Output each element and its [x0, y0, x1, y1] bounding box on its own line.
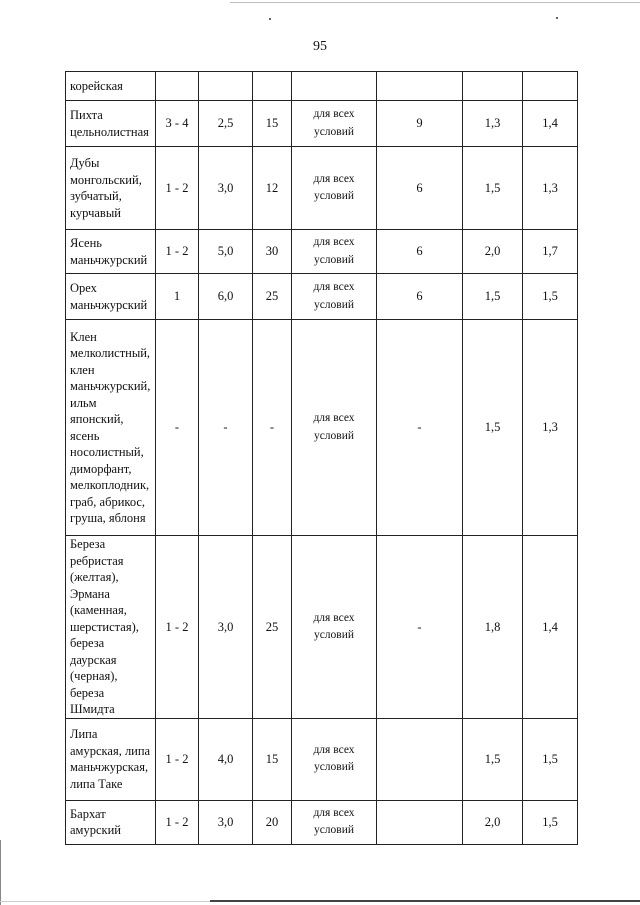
cell-col1: 1 - 2	[156, 536, 199, 719]
cell-col2: 2,5	[199, 101, 253, 147]
cell-col1: 1 - 2	[156, 230, 199, 274]
table-row	[66, 147, 578, 230]
cell-conditions: для всех условий	[292, 536, 377, 719]
cell-col6: 1,8	[463, 536, 523, 719]
cell-col7: 1,4	[523, 536, 578, 719]
cell-col6	[463, 72, 523, 101]
cell-col6: 1,5	[463, 718, 523, 800]
cell-conditions: для всех условий	[292, 718, 377, 800]
cell-col2: 3,0	[199, 147, 253, 230]
cell-col2: 4,0	[199, 718, 253, 800]
table-row	[66, 536, 578, 719]
scan-edge-left	[0, 840, 1, 905]
cell-col6: 1,5	[463, 274, 523, 320]
page-number: 95	[313, 39, 327, 54]
species-cell: Береза ребристая (желтая), Эрмана (каменная, шерстистая), береза даурская (черная), береза Шмидта	[66, 536, 156, 719]
cell-col5: 6	[377, 230, 463, 274]
cell-col3: 25	[253, 536, 292, 719]
scan-speck	[556, 17, 558, 19]
species-cell: Липа амурская, липа маньчжурская, липа Таке	[66, 718, 156, 800]
cell-conditions: для всех условий	[292, 274, 377, 320]
cell-col2: -	[199, 320, 253, 536]
species-cell: корейская	[66, 72, 156, 101]
species-cell: Пихта цельнолистная	[66, 101, 156, 147]
cell-col3: -	[253, 320, 292, 536]
cell-col1: 1 - 2	[156, 718, 199, 800]
cell-col5	[377, 800, 463, 844]
species-cell: Клен мелколистный, клен маньчжурский, ильм японский, ясень носолистный, диморфант, мелкоплодник, граб, абрикос, груша, яблоня	[66, 320, 156, 536]
cell-col7: 1,5	[523, 800, 578, 844]
cell-conditions: для всех условий	[292, 320, 377, 536]
cell-conditions	[292, 72, 377, 101]
cell-col7: 1,4	[523, 101, 578, 147]
cell-col6: 1,3	[463, 101, 523, 147]
cell-col7	[523, 72, 578, 101]
cell-conditions: для всех условий	[292, 800, 377, 844]
cell-col1: -	[156, 320, 199, 536]
cell-col5: 6	[377, 147, 463, 230]
cell-conditions: для всех условий	[292, 230, 377, 274]
species-cell: Ясень маньчжурский	[66, 230, 156, 274]
cell-col3: 15	[253, 718, 292, 800]
cell-col7: 1,3	[523, 320, 578, 536]
cell-col1	[156, 72, 199, 101]
cell-col1: 1 - 2	[156, 147, 199, 230]
cell-col5: -	[377, 320, 463, 536]
table-row	[66, 800, 578, 844]
cell-conditions: для всех условий	[292, 147, 377, 230]
cell-conditions: для всех условий	[292, 101, 377, 147]
cell-col3	[253, 72, 292, 101]
table-row	[66, 718, 578, 800]
cell-col2: 6,0	[199, 274, 253, 320]
cell-col5: -	[377, 536, 463, 719]
species-cell: Бархат амурский	[66, 800, 156, 844]
table-row	[66, 320, 578, 536]
cell-col3: 30	[253, 230, 292, 274]
cell-col5: 6	[377, 274, 463, 320]
cell-col3: 20	[253, 800, 292, 844]
cell-col6: 1,5	[463, 320, 523, 536]
scan-speck	[269, 18, 271, 20]
cell-col3: 15	[253, 101, 292, 147]
cell-col2: 3,0	[199, 536, 253, 719]
cell-col7: 1,3	[523, 147, 578, 230]
cell-col7: 1,5	[523, 718, 578, 800]
cell-col1: 3 - 4	[156, 101, 199, 147]
table-row	[66, 72, 578, 101]
cell-col7: 1,7	[523, 230, 578, 274]
table-row	[66, 230, 578, 274]
cell-col6: 2,0	[463, 230, 523, 274]
cell-col2: 3,0	[199, 800, 253, 844]
cell-col2: 5,0	[199, 230, 253, 274]
species-cell: Дубы монгольский, зубчатый, курчавый	[66, 147, 156, 230]
cell-col7: 1,5	[523, 274, 578, 320]
cell-col2	[199, 72, 253, 101]
species-cell: Орех маньчжурский	[66, 274, 156, 320]
cell-col1: 1	[156, 274, 199, 320]
cell-col6: 1,5	[463, 147, 523, 230]
cell-col3: 25	[253, 274, 292, 320]
cell-col1: 1 - 2	[156, 800, 199, 844]
cell-col5	[377, 72, 463, 101]
cell-col3: 12	[253, 147, 292, 230]
scan-edge-bottom-dark	[210, 900, 640, 902]
table-row	[66, 101, 578, 147]
species-table	[65, 71, 578, 845]
cell-col5: 9	[377, 101, 463, 147]
cell-col6: 2,0	[463, 800, 523, 844]
cell-col5	[377, 718, 463, 800]
table-row	[66, 274, 578, 320]
scan-edge-top	[230, 2, 640, 3]
